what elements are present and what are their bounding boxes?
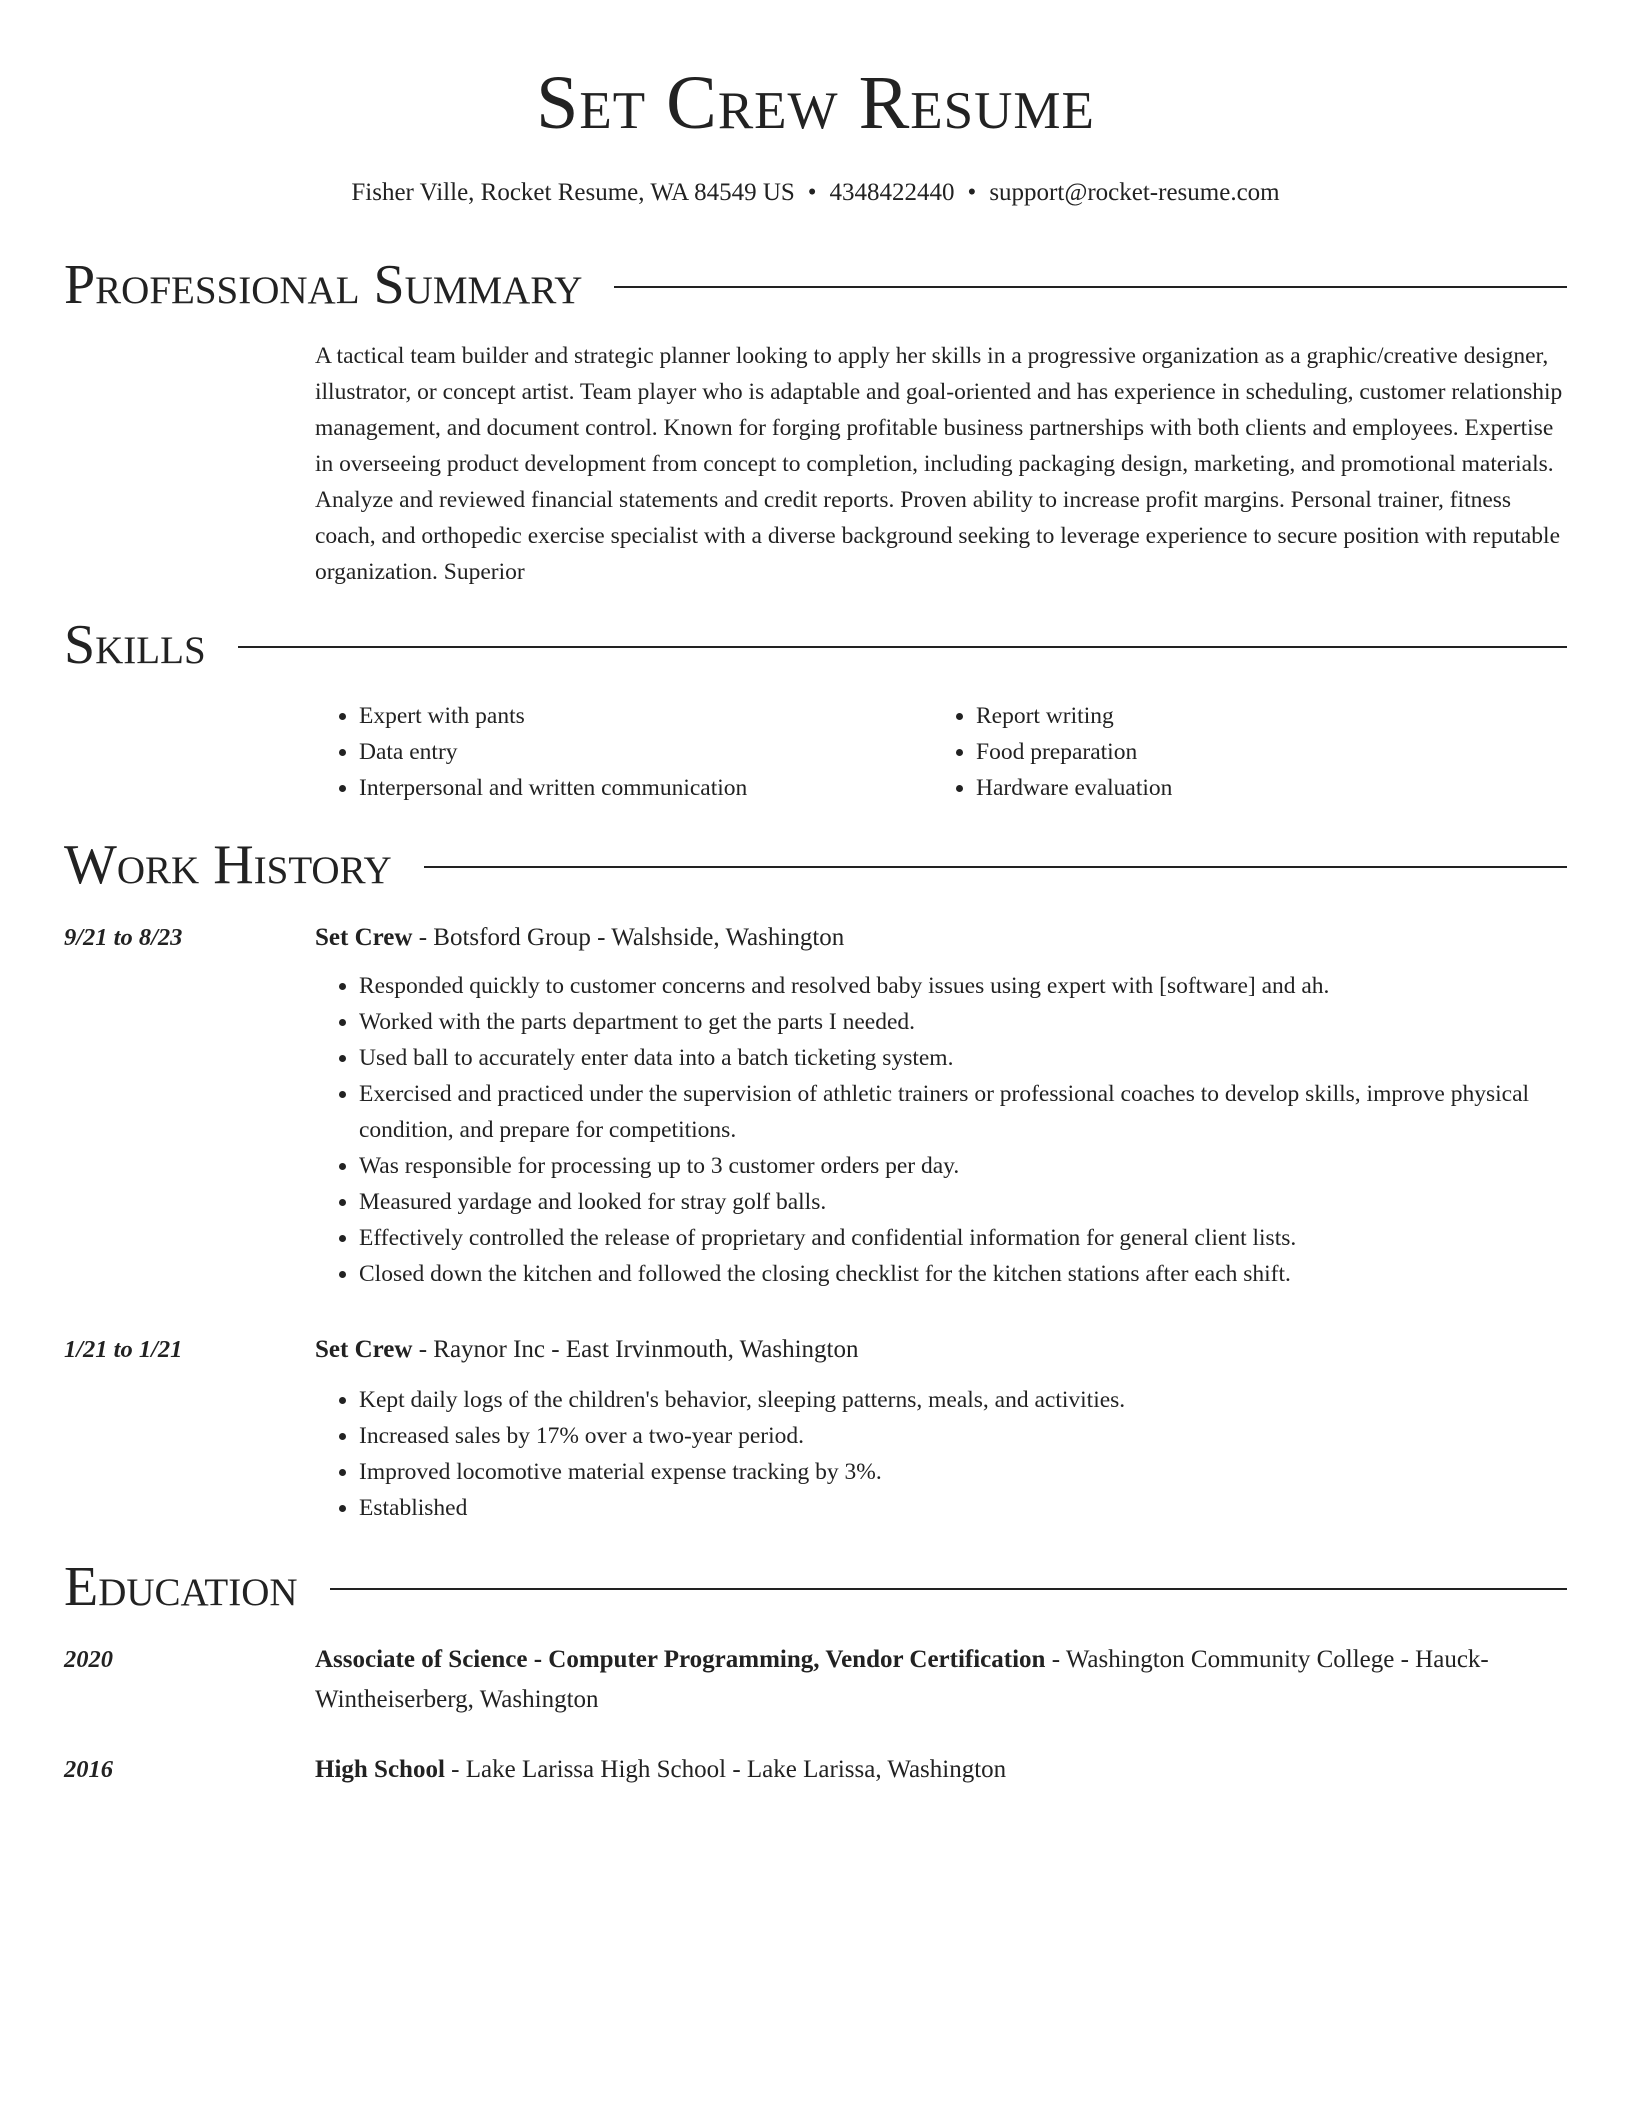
education-year: 2016: [64, 1756, 113, 1783]
work-title: Work History: [64, 834, 392, 896]
section-divider: [330, 1588, 1567, 1590]
summary-block: [315, 338, 1567, 590]
skills-block: [315, 698, 1567, 806]
skills-column-right: [932, 698, 1549, 806]
skill-item: • Expert with pants: [359, 698, 932, 734]
skills-column-left: [315, 698, 932, 806]
summary-title: Professional Summary: [64, 254, 583, 316]
section-divider: [424, 866, 1567, 868]
contact-email: support@rocket-resume.com: [989, 179, 1280, 206]
skill-item: • Interpersonal and written communication: [359, 770, 932, 806]
job-dates: 1/21 to 1/21: [64, 1336, 183, 1363]
resume-page: [64, 0, 1567, 1783]
job-bullet: • Increased sales by 17% over a two-year period.: [359, 1418, 1567, 1454]
skill-item: • Report writing: [976, 698, 1549, 734]
education-title: Education: [64, 1556, 298, 1618]
section-divider: [614, 286, 1567, 288]
education-entry: [315, 1640, 1567, 1720]
job-bullet: • Effectively controlled the release of proprietary and confidential information for general client lists.: [359, 1220, 1567, 1256]
job-heading: [315, 1330, 1567, 1370]
education-section-header: [64, 1556, 1567, 1618]
job-dates: 9/21 to 8/23: [64, 924, 183, 951]
job-role: Set Crew: [315, 1336, 413, 1363]
job-role: Set Crew: [315, 924, 413, 951]
job-bullet: • Exercised and practiced under the supervision of athletic trainers or professional coaches to develop skills, improve physical condition, and prepare for competitions.: [359, 1076, 1567, 1148]
job-entry: [315, 1330, 1567, 1526]
work-section-header: [64, 834, 1567, 896]
education-heading: [315, 1750, 1567, 1790]
job-bullet: • Closed down the kitchen and followed the closing checklist for the kitchen stations after each shift.: [359, 1256, 1567, 1292]
job-bullet: • Used ball to accurately enter data into a batch ticketing system.: [359, 1040, 1567, 1076]
section-divider: [238, 646, 1567, 648]
job-heading: [315, 918, 1567, 958]
skill-item: • Food preparation: [976, 734, 1549, 770]
skills-title: Skills: [64, 614, 206, 676]
education-degree: High School: [315, 1756, 445, 1783]
summary-text: A tactical team builder and strategic planner looking to apply her skills in a progressive organization as a graphic/creative designer, illustrator, or concept artist. Team player who is adaptable and goal-oriented and has experience in scheduling, customer relationship management, and document control. Known for forging profitable business partnerships with both clients and employees. Expertise in overseeing product development from concept to completion, including packaging design, marketing, and promotional materials. Analyze and reviewed financial statements and credit reports. Proven ability to increase profit margins. Personal trainer, fitness coach, and orthopedic exercise specialist with a diverse background seeking to leverage experience to secure position with reputable organization. Superior: [315, 343, 1563, 585]
job-bullet: • Worked with the parts department to get the parts I needed.: [359, 1004, 1567, 1040]
contact-phone: 4348422440: [829, 179, 955, 206]
skill-item: • Hardware evaluation: [976, 770, 1549, 806]
education-year: 2020: [64, 1646, 113, 1673]
contact-line: [64, 178, 1567, 208]
resume-name: Set Crew Resume: [536, 61, 1095, 145]
job-bullet: • Measured yardage and looked for stray golf balls.: [359, 1184, 1567, 1220]
contact-separator: •: [807, 179, 817, 206]
job-bullet: • Improved locomotive material expense tracking by 3%.: [359, 1454, 1567, 1490]
skill-item: • Data entry: [359, 734, 932, 770]
job-bullet: • Kept daily logs of the children's behavior, sleeping patterns, meals, and activities.: [359, 1382, 1567, 1418]
skills-section-header: [64, 614, 1567, 676]
education-heading: [315, 1640, 1567, 1720]
contact-separator: •: [967, 179, 977, 206]
job-details: - Botsford Group - Walshside, Washington: [412, 924, 845, 951]
job-entry: [315, 918, 1567, 1292]
education-details: - Lake Larissa High School - Lake Larissa, Washington: [444, 1756, 1007, 1783]
job-bullet: • Was responsible for processing up to 3 customer orders per day.: [359, 1148, 1567, 1184]
job-bullet: • Established: [359, 1490, 1567, 1526]
summary-section-header: [64, 254, 1567, 316]
job-bullet: • Responded quickly to customer concerns and resolved baby issues using expert with [software] and ah.: [359, 968, 1567, 1004]
job-details: - Raynor Inc - East Irvinmouth, Washington: [412, 1336, 859, 1363]
education-details: - Washington Community College - Hauck-Wintheiserberg, Washington: [315, 1646, 1489, 1713]
education-degree: Associate of Science - Computer Programming, Vendor Certification: [315, 1646, 1046, 1673]
contact-address: Fisher Ville, Rocket Resume, WA 84549 US: [351, 179, 795, 206]
education-entry: [315, 1750, 1567, 1790]
